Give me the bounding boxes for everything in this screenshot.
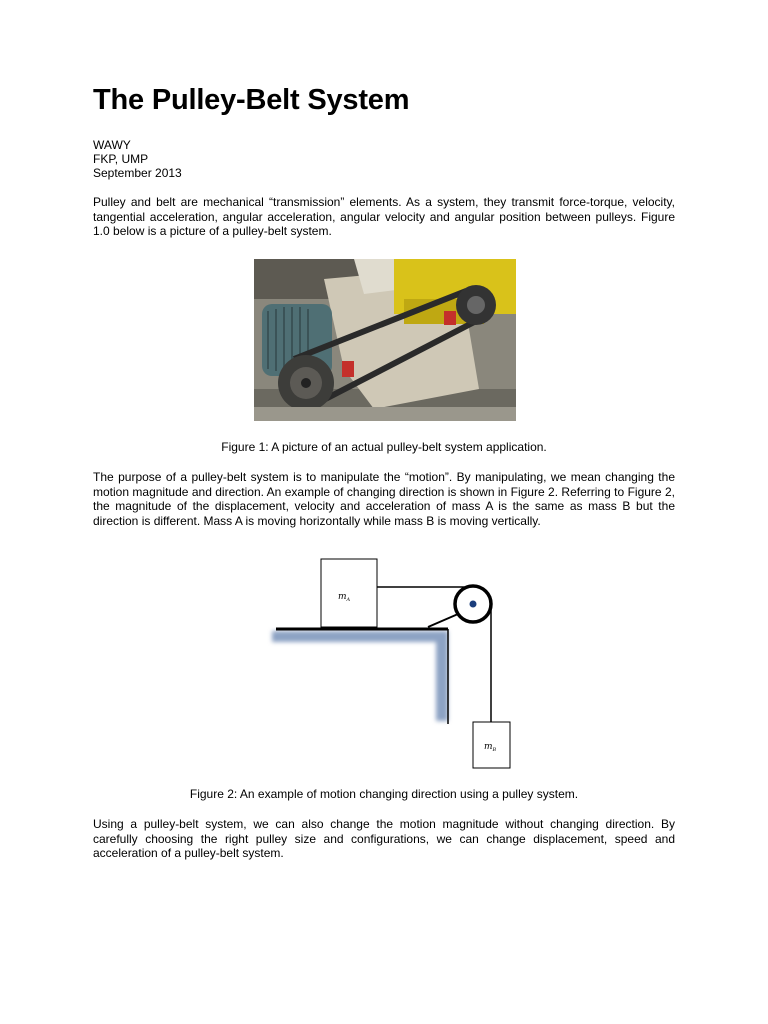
figure-2-caption: Figure 2: An example of motion changing direction using a pulley system. <box>189 787 579 801</box>
document-date: September 2013 <box>93 166 182 180</box>
document-meta <box>93 138 182 180</box>
figure-1-caption: Figure 1: A picture of an actual pulley-belt system application. <box>221 440 547 454</box>
pulley-diagram-svg <box>262 553 516 773</box>
table-shadow <box>272 631 448 721</box>
mass-b-label: $m_B$ <box>484 742 497 753</box>
pulley-axle <box>470 601 477 608</box>
document-title: The Pulley-Belt System <box>93 84 410 116</box>
figure-2-diagram <box>262 553 516 773</box>
conclusion-paragraph: Using a pulley-belt system, we can also change the motion magnitude without changing direction. By carefully choosing the right pulley size and configurations, we can change displacement, speed and acceleration of a pulley-belt system. <box>93 817 675 860</box>
figure-1-photo <box>254 259 516 421</box>
intro-paragraph: Pulley and belt are mechanical “transmission” elements. As a system, they transmit force-torque, velocity, tangential acceleration, angular acceleration, angular velocity and angular position between pulleys. Figure 1.0 below is a picture of a pulley-belt system. <box>93 195 675 238</box>
purpose-paragraph: The purpose of a pulley-belt system is to manipulate the “motion”. By manipulating, we mean changing the motion magnitude and direction. An example of changing direction is shown in Figure 2. Referring to Figure 2, the magnitude of the displacement, velocity and acceleration of mass A is the same as mass B but the direction is different. Mass A is moving horizontally while mass B is moving vertically. <box>93 470 675 528</box>
affiliation: FKP, UMP <box>93 152 149 166</box>
pulley-belt-photo-illustration <box>254 259 516 421</box>
mass-a-label: $m_A$ <box>338 592 351 603</box>
author-name: WAWY <box>93 138 131 152</box>
mass-a-block <box>321 559 377 627</box>
